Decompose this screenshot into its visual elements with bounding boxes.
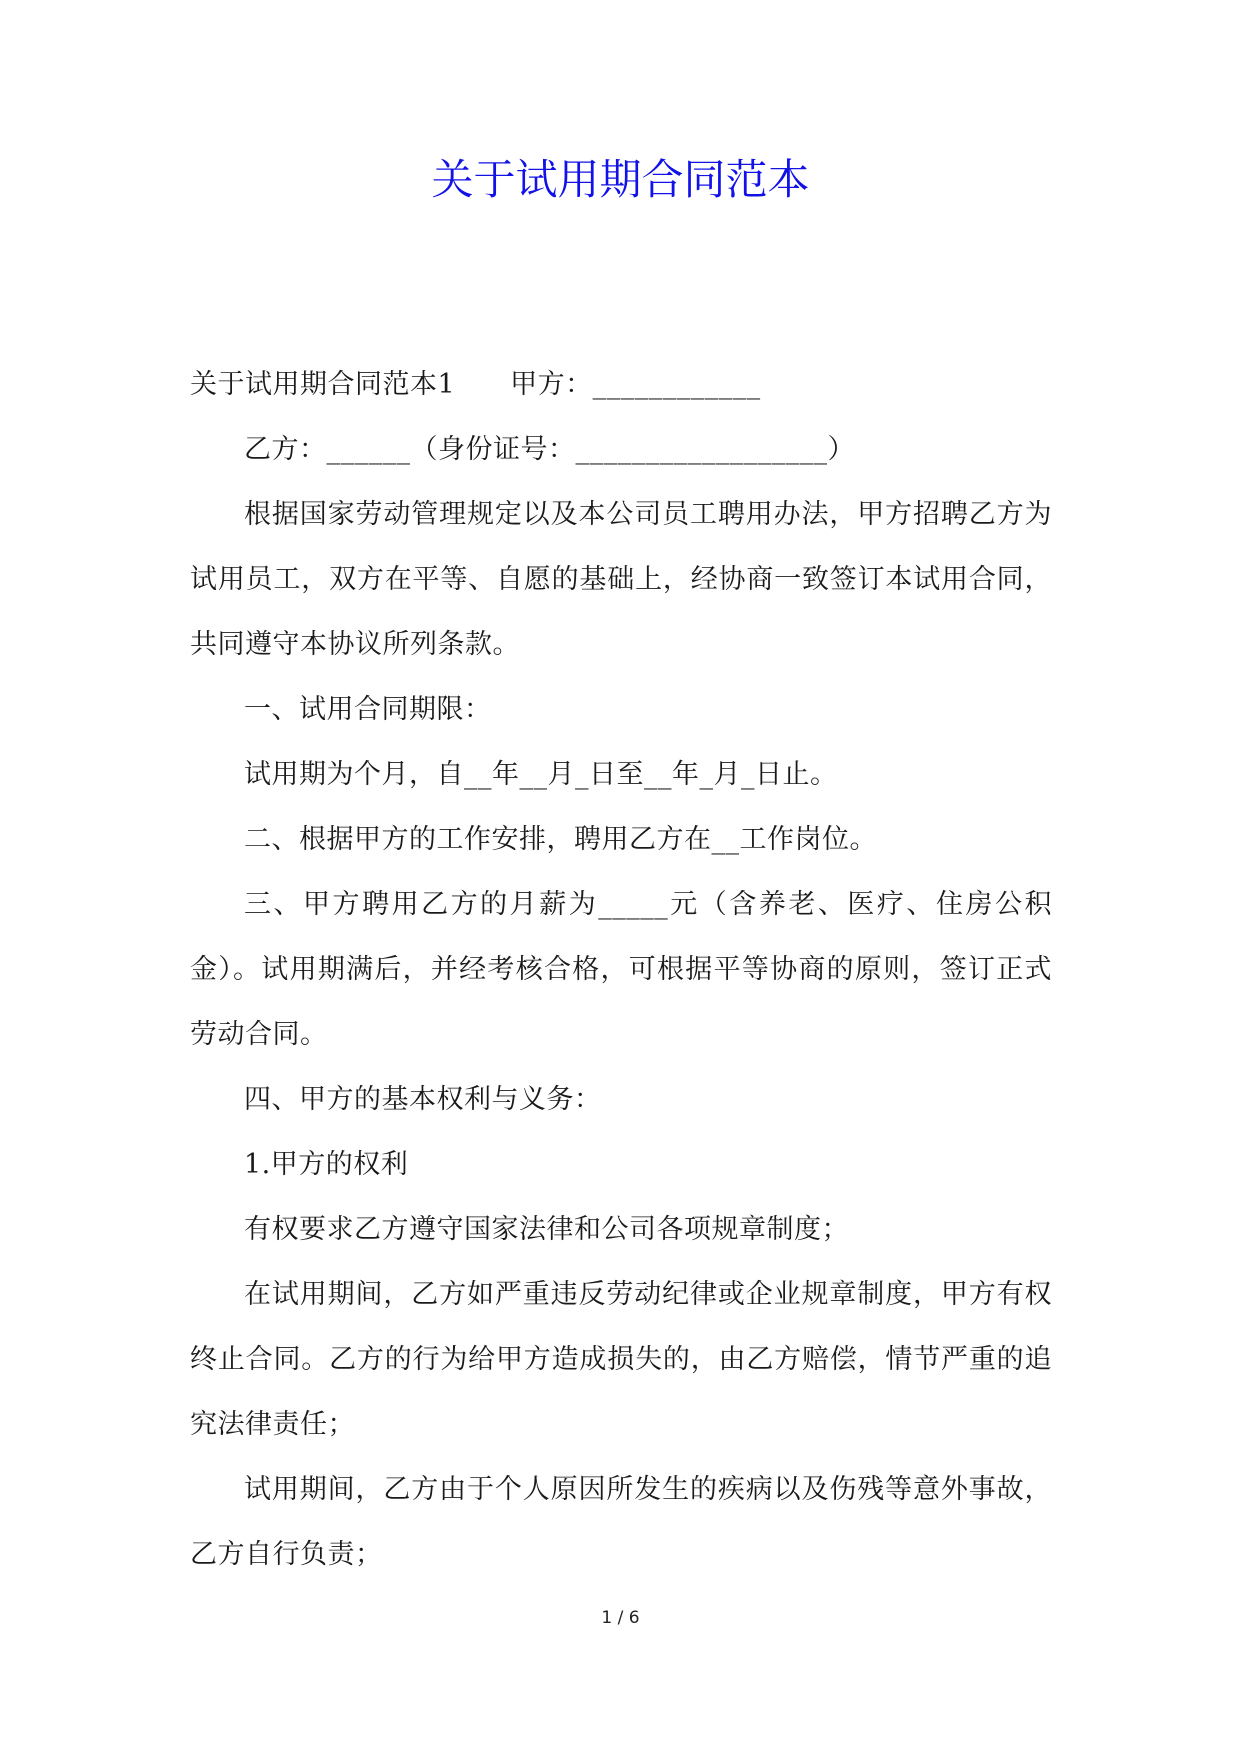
paragraph-party-b: 乙方：______（身份证号：__________________） xyxy=(244,434,855,465)
paragraph-term: 试用期为个月，自__年__月_日至__年_月_日止。 xyxy=(244,759,838,790)
document-title: 关于试用期合同范本 xyxy=(431,155,810,204)
paragraph-right-1: 有权要求乙方遵守国家法律和公司各项规章制度； xyxy=(244,1214,849,1245)
paragraph-right-2: 在试用期间，乙方如严重违反劳动纪律或企业规章制度，甲方有权终止合同。乙方的行为给甲方造成损失的，由乙方赔偿，情节严重的追究法律责任； xyxy=(190,1279,1052,1440)
first-line: 关于试用期合同范本1 甲方：____________ xyxy=(190,369,761,400)
section-heading-term: 一、试用合同期限： xyxy=(244,694,492,725)
subheading-party-a-rights: 1.甲方的权利 xyxy=(244,1149,409,1180)
paragraph-intro: 根据国家劳动管理规定以及本公司员工聘用办法，甲方招聘乙方为试用员工，双方在平等、自愿的基础上，经协商一致签订本试用合同，共同遵守本协议所列条款。 xyxy=(190,499,1052,660)
document-body xyxy=(190,352,1052,1587)
paragraph-salary: 三、甲方聘用乙方的月薪为_____元（含养老、医疗、住房公积金）。试用期满后，并经考核合格，可根据平等协商的原则，签订正式劳动合同。 xyxy=(190,889,1052,1050)
paragraph-position: 二、根据甲方的工作安排，聘用乙方在__工作岗位。 xyxy=(244,824,877,855)
paragraph-right-3: 试用期间，乙方由于个人原因所发生的疾病以及伤残等意外事故，乙方自行负责； xyxy=(190,1474,1052,1570)
page-number: 1 / 6 xyxy=(601,1608,640,1628)
section-heading-rights: 四、甲方的基本权利与义务： xyxy=(244,1084,602,1115)
